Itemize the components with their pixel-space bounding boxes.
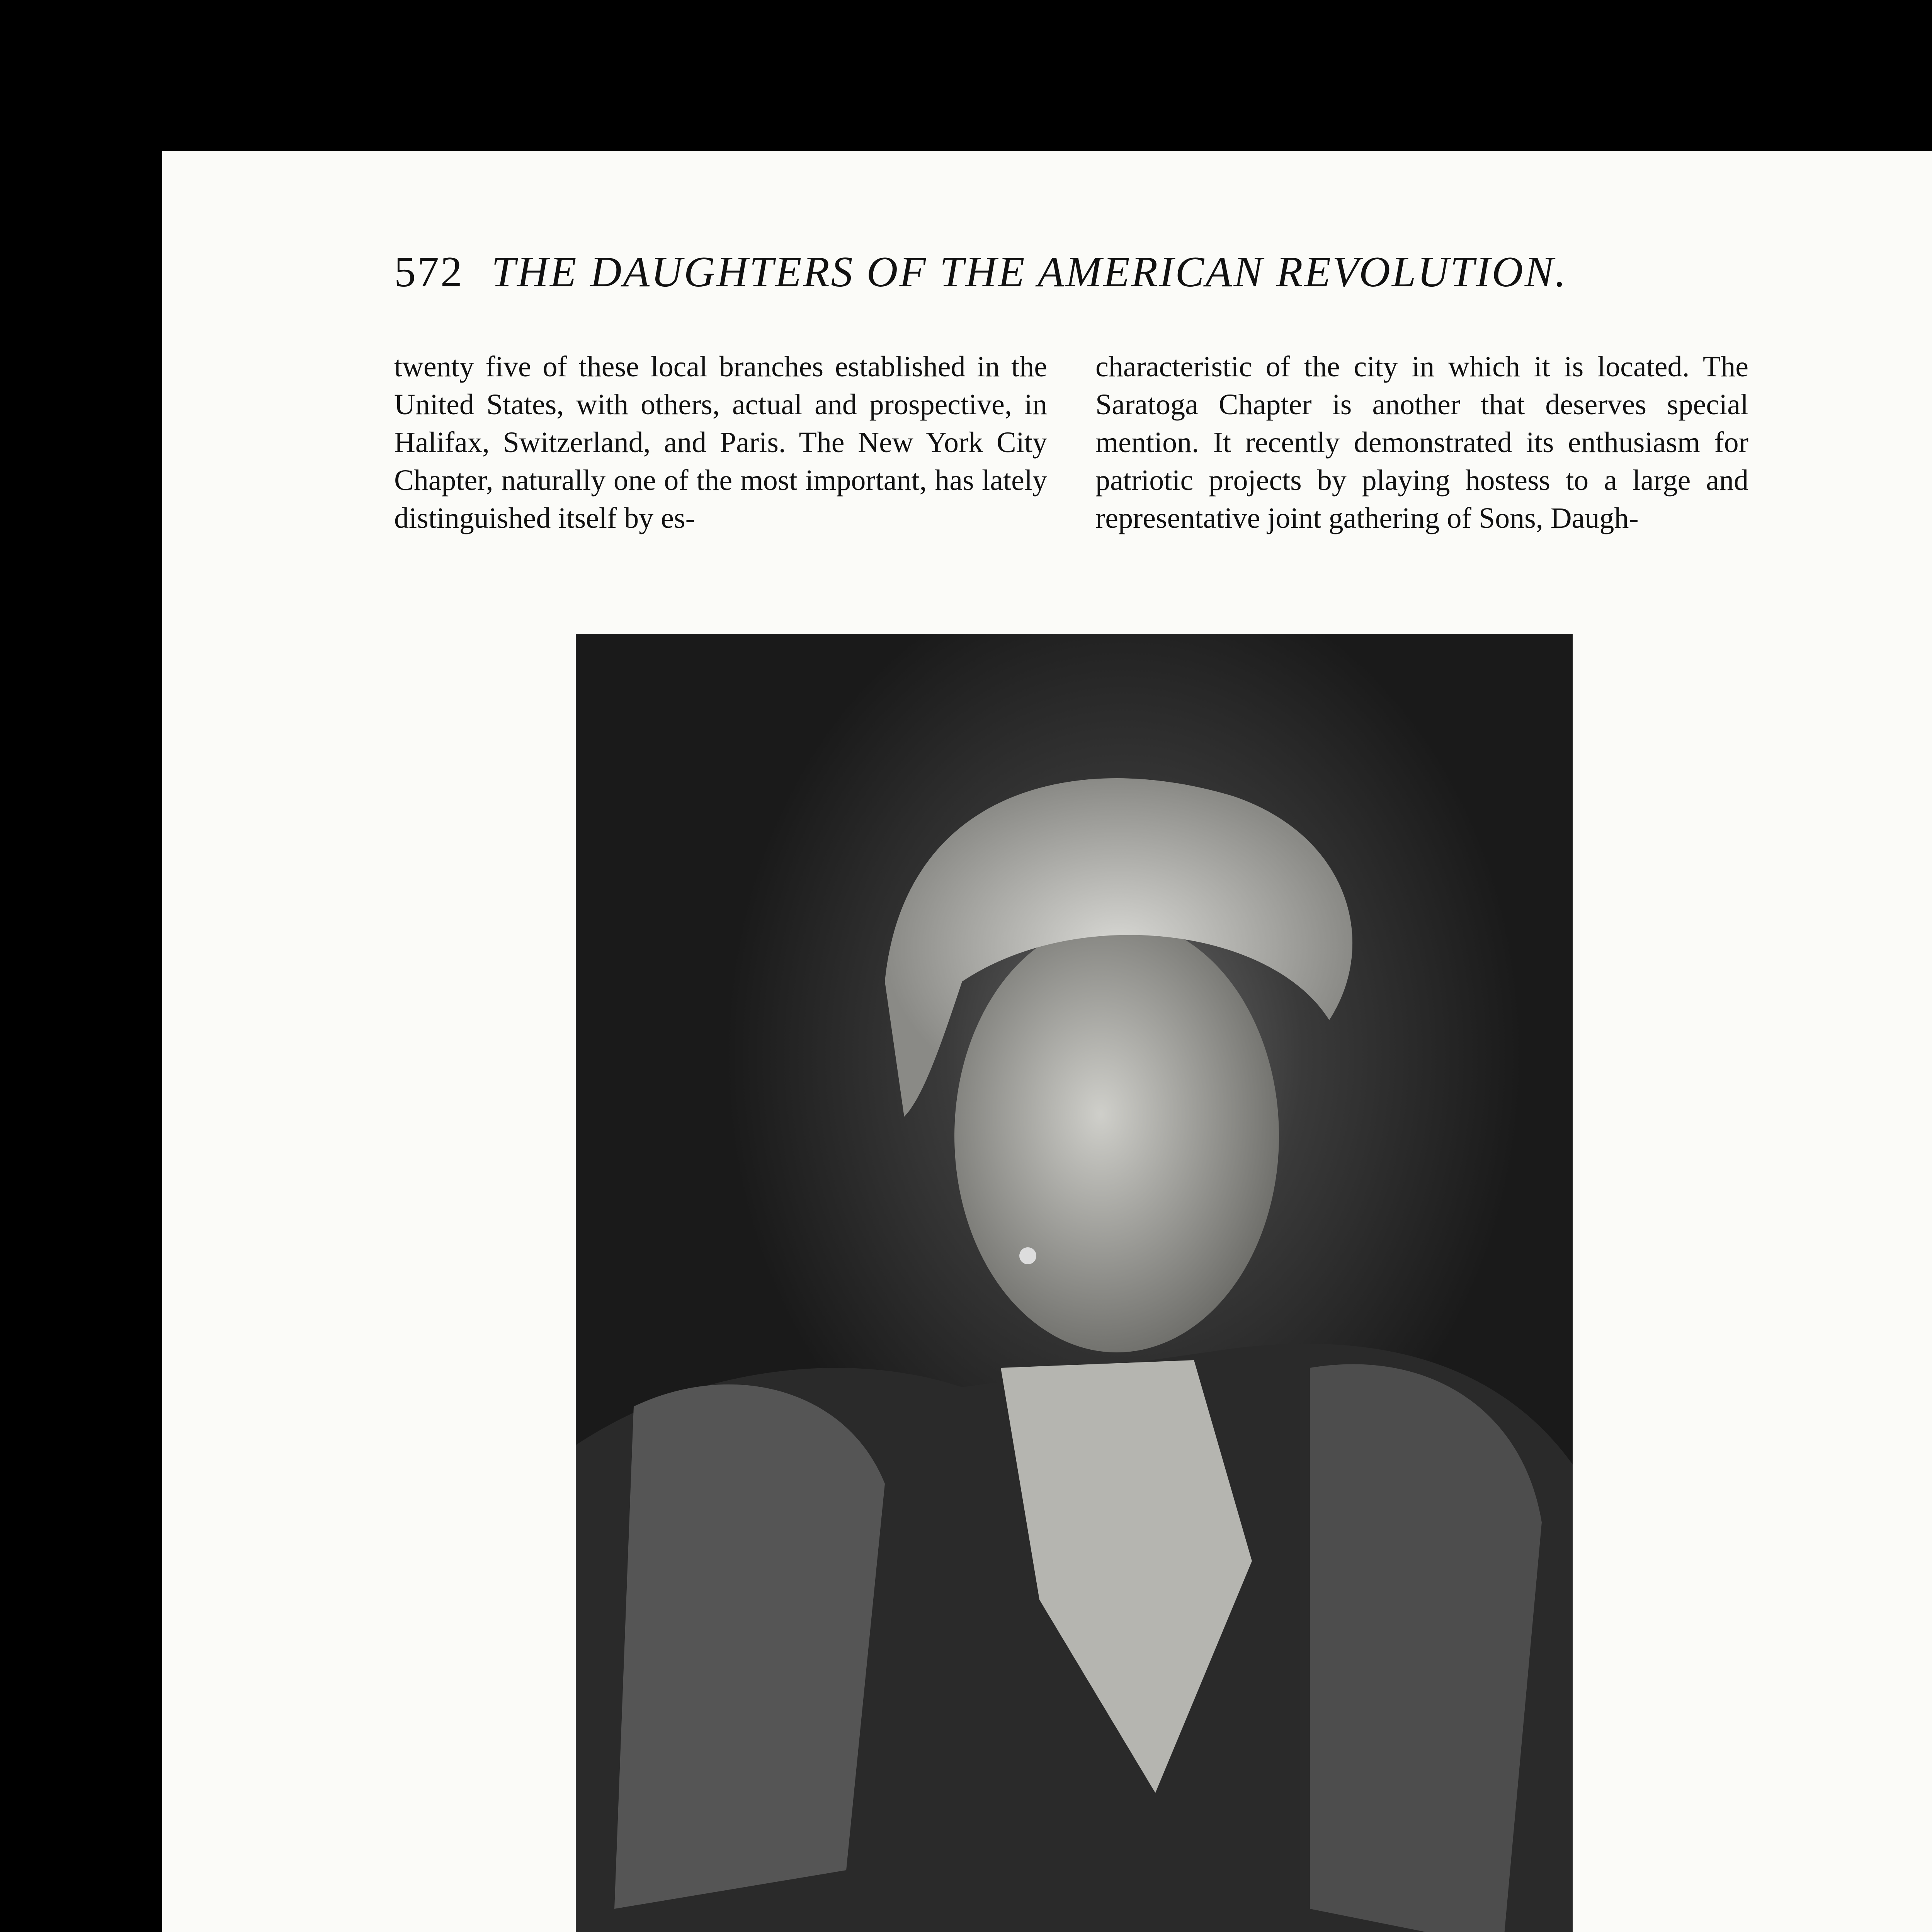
page-number: 572 <box>394 248 464 296</box>
portrait-photograph <box>576 634 1573 1932</box>
top-right-column <box>1095 348 1748 537</box>
paragraph: characteristic of the city in which it is located. The Saratoga Chapter is another that deserves special mention. It recently demonstrated its enthusiasm for patriotic projects by playing hostess to a large and representative joint gathering of Sons, Daugh- <box>1095 350 1748 534</box>
running-header <box>394 247 1747 297</box>
top-left-column <box>394 348 1047 537</box>
paragraph: twenty five of these local branches established in the United States, with others, actual and prospective, in Halifax, Switzerland, and Paris. The New York City Chapter, naturally one of the most important, has lately distinguished itself by es- <box>394 350 1047 534</box>
portrait-illustration <box>576 634 1573 1932</box>
running-title: THE DAUGHTERS OF THE AMERICAN REVOLUTION. <box>492 248 1568 296</box>
